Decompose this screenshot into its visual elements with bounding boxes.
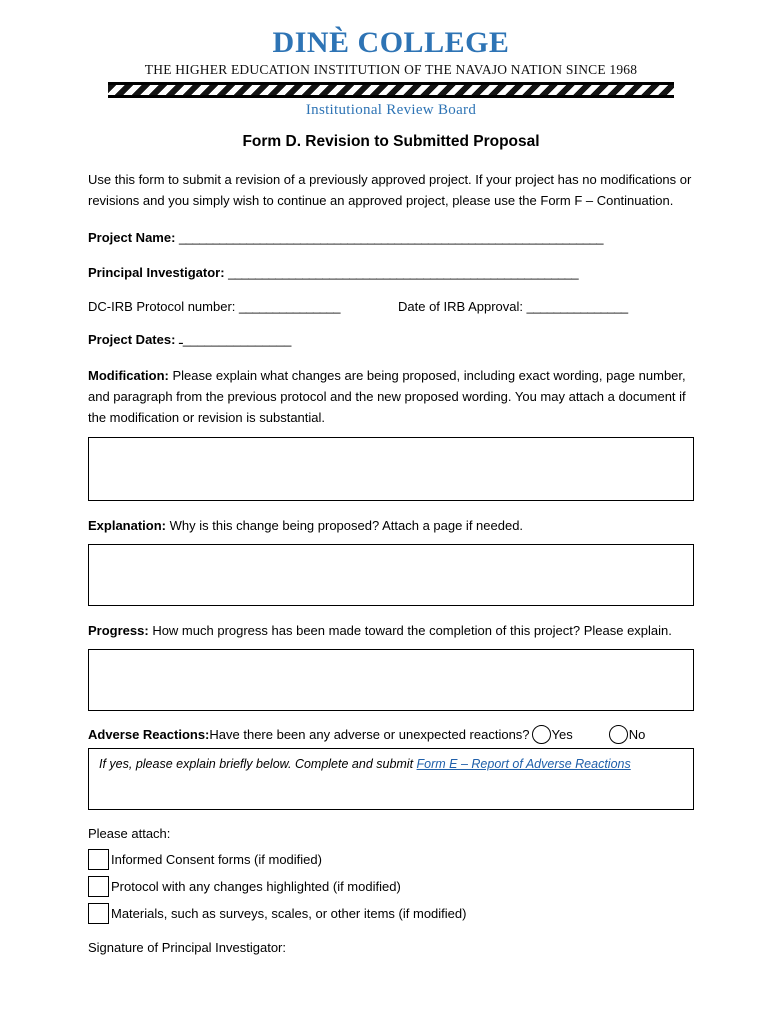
field-principal-investigator [88, 263, 694, 283]
attach-item-row[interactable] [88, 849, 694, 870]
form-e-link[interactable]: Form E – Report of Adverse Reactions [416, 756, 631, 771]
field-project-dates [88, 330, 694, 350]
explanation-label: Explanation: [88, 517, 167, 533]
decorative-ornament-band [108, 82, 674, 98]
adverse-yes-radio[interactable] [532, 725, 551, 744]
project-name-input[interactable]: _______________________________________________________________ [179, 229, 604, 245]
protocol-changes-checkbox[interactable] [88, 876, 109, 897]
modification-label: Modification: [88, 368, 169, 384]
adverse-no-radio[interactable] [609, 725, 628, 744]
project-name-label: Project Name: [88, 229, 176, 245]
adverse-note-text: If yes, please explain briefly below. Complete and submit [99, 756, 417, 771]
field-project-name [88, 228, 694, 248]
protocol-number-input[interactable]: _______________ [239, 298, 340, 314]
progress-text: How much progress has been made toward the completion of this project? Please explain. [148, 622, 672, 638]
explanation-text: Why is this change being proposed? Attach a page if needed. [166, 517, 524, 533]
attach-item-row[interactable] [88, 903, 694, 924]
explanation-answer-box[interactable] [88, 544, 694, 606]
attach-item-row[interactable] [88, 876, 694, 897]
field-protocol-and-approval [88, 299, 694, 314]
intro-paragraph: Use this form to submit a revision of a previously approved project. If your project has no modifications or revisions and you simply wish to continue an approved project, please use the Form F – Continuation. [88, 172, 692, 209]
irb-subtitle: Institutional Review Board [305, 102, 477, 118]
principal-investigator-input[interactable]: ____________________________________________________ [228, 265, 579, 281]
attach-item-label: Informed Consent forms (if modified) [111, 851, 322, 867]
progress-answer-box[interactable] [88, 649, 694, 711]
attach-item-label: Protocol with any changes highlighted (if modified) [111, 878, 401, 894]
modification-text: Please explain what changes are being proposed, including exact wording, page number, and paragraph from the previous protocol and the new proposed wording. You may attach a document if the modification or revision is substantial. [88, 368, 686, 426]
modification-instruction [88, 365, 694, 428]
modification-answer-box[interactable] [88, 437, 694, 501]
signature-label: Signature of Principal Investigator: [88, 939, 286, 955]
explanation-instruction [88, 515, 694, 536]
principal-investigator-label: Principal Investigator: [88, 265, 225, 281]
project-dates-label: Project Dates: [88, 331, 176, 347]
adverse-reactions-text: Have there been any adverse or unexpected reactions? [209, 726, 530, 742]
document-header [88, 26, 694, 119]
adverse-reactions-label: Adverse Reactions: [88, 726, 210, 742]
college-tagline: THE HIGHER EDUCATION INSTITUTION OF THE NAVAJO NATION SINCE 1968 [144, 62, 638, 77]
project-dates-input[interactable]: ـ_______________ [179, 331, 292, 347]
adverse-reactions-answer-box[interactable] [88, 748, 694, 810]
irb-approval-date-label: Date of IRB Approval: [398, 298, 524, 314]
irb-approval-date-input[interactable]: _______________ [526, 298, 628, 314]
progress-label: Progress: [88, 622, 149, 638]
form-title: Form D. Revision to Submitted Proposal [242, 133, 540, 150]
informed-consent-checkbox[interactable] [88, 849, 109, 870]
adverse-reactions-question [88, 725, 694, 744]
please-attach-title: Please attach: [88, 825, 171, 841]
protocol-number-label: DC-IRB Protocol number: [88, 298, 236, 314]
adverse-yes-label: Yes [551, 726, 573, 742]
college-title: DINÈ COLLEGE [272, 26, 510, 59]
materials-checkbox[interactable] [88, 903, 109, 924]
adverse-no-label: No [628, 726, 646, 742]
progress-instruction [88, 620, 694, 641]
attach-item-label: Materials, such as surveys, scales, or other items (if modified) [111, 905, 467, 921]
